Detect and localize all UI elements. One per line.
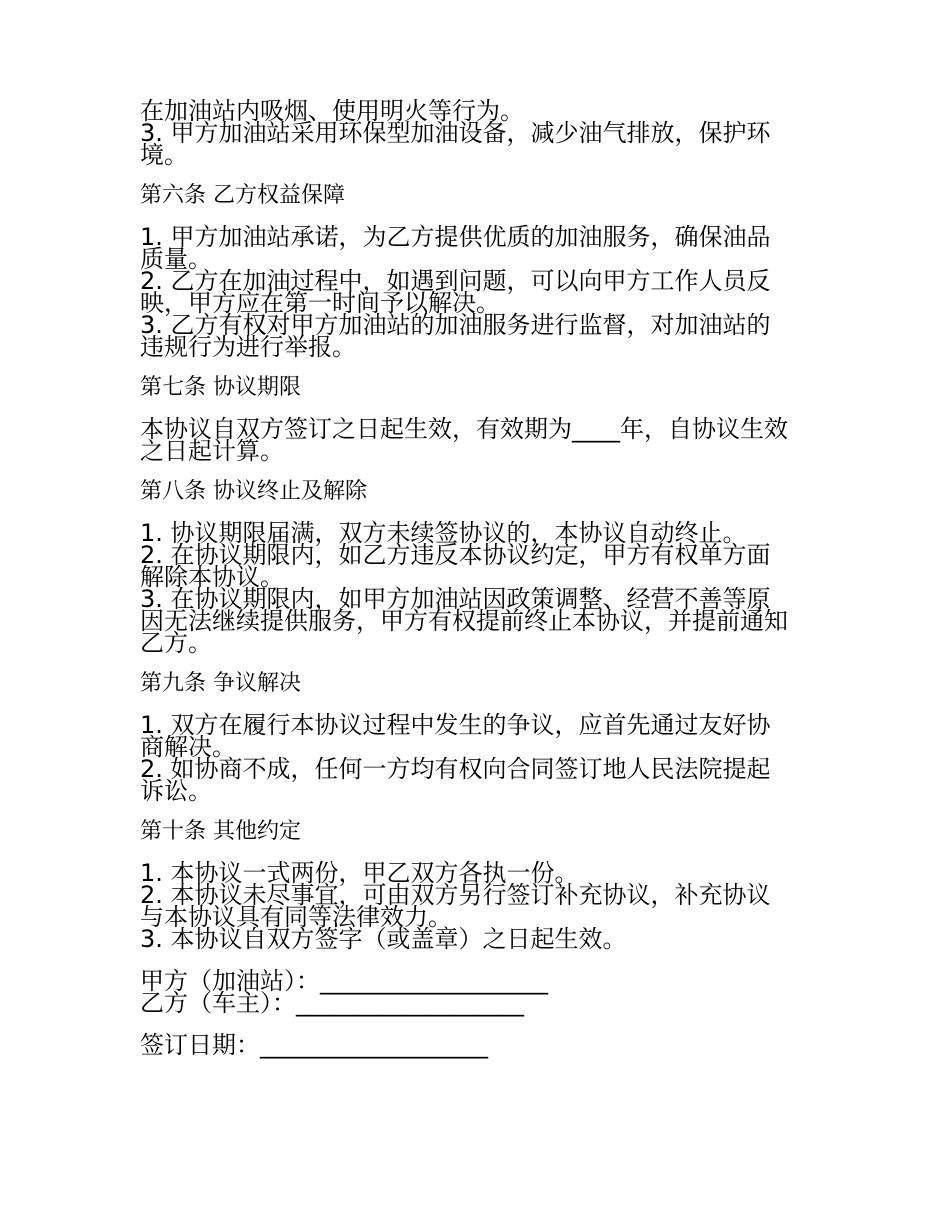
paragraph-line: 2. 在协议期限内，如乙方违反本协议约定，甲方有权单方面 — [140, 541, 771, 569]
section-article-6 — [140, 182, 820, 361]
section-article-7 — [140, 374, 820, 465]
paragraph-line: 境。 — [140, 141, 188, 169]
section-tail — [140, 97, 820, 169]
paragraph-line: 1. 协议期限届满，双方未续签协议的，本协议自动终止。 — [140, 519, 747, 547]
paragraph-line: 质量。 — [140, 245, 212, 273]
paragraph-line: 在加油站内吸烟、使用明火等行为。 — [140, 97, 524, 125]
paragraph-line: 2. 本协议未尽事宜，可由双方另行签订补充协议，补充协议 — [140, 881, 771, 909]
paragraph-line: 3. 甲方加油站采用环保型加油设备，减少油气排放，保护环 — [140, 119, 771, 147]
article-heading: 第七条 协议期限 — [140, 375, 301, 400]
section-article-9 — [140, 670, 820, 805]
paragraph-line: 2. 如协商不成，任何一方均有权向合同签订地人民法院提起 — [140, 755, 771, 783]
paragraph-line: 1. 双方在履行本协议过程中发生的争议，应首先通过友好协 — [140, 711, 771, 739]
article-heading: 第六条 乙方权益保障 — [140, 183, 345, 208]
article-heading: 第九条 争议解决 — [140, 671, 301, 696]
paragraph-line: 2. 乙方在加油过程中，如遇到问题，可以向甲方工作人员反 — [140, 267, 771, 295]
paragraph-line: 乙方。 — [140, 629, 212, 657]
paragraph-line: 违规行为进行举报。 — [140, 333, 356, 361]
article-heading: 第十条 其他约定 — [140, 819, 301, 844]
paragraph-line: 1. 甲方加油站承诺，为乙方提供优质的加油服务，确保油品 — [140, 223, 771, 251]
paragraph-line: 因无法继续提供服务，甲方有权提前终止本协议，并提前通知 — [140, 607, 788, 635]
paragraph-line: 3. 乙方有权对甲方加油站的加油服务进行监督，对加油站的 — [140, 311, 771, 339]
signature-party-a: 甲方（加油站）：___________________ — [140, 967, 548, 995]
paragraph-line: 诉讼。 — [140, 777, 212, 805]
paragraph-line: 商解决。 — [140, 733, 236, 761]
paragraph-line: 3. 本协议自双方签字（或盖章）之日起生效。 — [140, 925, 627, 953]
signature-block — [140, 967, 820, 1059]
signature-date: 签订日期：___________________ — [140, 1031, 488, 1059]
article-heading: 第八条 协议终止及解除 — [140, 479, 367, 504]
paragraph-line: 1. 本协议一式两份，甲乙双方各执一份。 — [140, 859, 579, 887]
section-article-8 — [140, 478, 820, 657]
paragraph-line: 与本协议具有同等法律效力。 — [140, 903, 452, 931]
section-article-10 — [140, 818, 820, 953]
paragraph-line: 之日起计算。 — [140, 437, 284, 465]
paragraph-line: 3. 在协议期限内，如甲方加油站因政策调整、经营不善等原 — [140, 585, 771, 613]
paragraph-line: 解除本协议。 — [140, 563, 284, 591]
paragraph-line: 本协议自双方签订之日起生效，有效期为____年，自协议生效 — [140, 415, 788, 443]
document-page — [140, 97, 820, 1059]
signature-party-b: 乙方（车主）：___________________ — [140, 989, 524, 1017]
paragraph-line: 映，甲方应在第一时间予以解决。 — [140, 289, 500, 317]
